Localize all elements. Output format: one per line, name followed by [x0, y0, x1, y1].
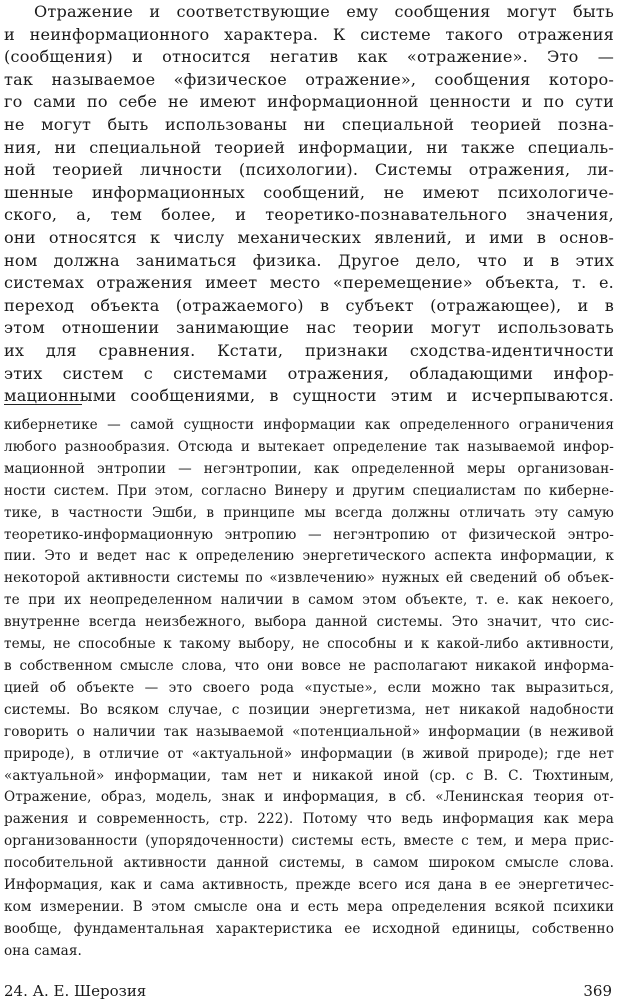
- footnote-line: организованности (упорядоченности) системы есть, вместе с тем, и мера прис-: [4, 833, 614, 850]
- footnote-line: системы. Во всяком случае, с позиции энергетизма, нет никакой надобности: [4, 701, 614, 718]
- footnote-line: кибернетике — самой сущности информации как определенного ограничения: [4, 417, 614, 433]
- footnote-line: те при их неопределенном наличии в самом этом объекте, т. е. как некоего,: [4, 592, 614, 609]
- footnote-separator: [4, 404, 82, 405]
- main-text-line: системах отражения имеет место «перемещение» объекта, т. е.: [4, 273, 614, 293]
- footnote-line: Отражение, образ, модель, знак и информация, в сб. «Ленинская теория от-: [4, 789, 614, 806]
- footnote-line: говорить о наличии так называемой «потенциальной» информации (в неживой: [4, 723, 614, 740]
- main-text-line: мационными сообщениями, в сущности этим и исчерпываются.: [4, 386, 614, 406]
- footnote-line: «актуальной» информации, там нет и никакой иной (ср. с В. С. Тюхтиным,: [4, 767, 614, 784]
- main-text-line: этом отношении занимающие нас теории могут использовать: [4, 318, 614, 338]
- footnote-line: цией об объекте — это своего рода «пустые», если можно так выразиться,: [4, 679, 614, 696]
- main-text-line: ния, ни специальной теорией информации, ни также специаль-: [4, 137, 614, 157]
- footnote-line: тике, в частности Эшби, в принципе мы всегда должны отличать эту самую: [4, 504, 614, 521]
- main-text-line: ского, а, тем более, и теоретико-познавательного значения,: [4, 205, 614, 225]
- main-text-block: [4, 1, 614, 408]
- printer-signature: 24. А. Е. Шерозия: [4, 982, 147, 1000]
- main-text-line: ном должна заниматься физика. Другое дело, что и в этих: [4, 250, 614, 270]
- main-text-line: их для сравнения. Кстати, признаки сходства-идентичности: [4, 340, 614, 360]
- footnote-line: пособительной активности данной системы, в самом широком смысле слова.: [4, 855, 614, 872]
- footnote-line: в собственном смысле слова, что они вовсе не располагают никакой информа-: [4, 657, 614, 674]
- footnote-line: ности систем. При этом, согласно Винеру и другим специалистам по киберне-: [4, 482, 614, 499]
- main-text-line: они относятся к числу механических явлений, и ими в основ-: [4, 227, 614, 247]
- footnote-line: Информация, как и сама активность, прежде всего ися дана в ее энергетичес-: [4, 877, 614, 894]
- footnote-line: любого разнообразия. Отсюда и вытекает определение так называемой инфор-: [4, 438, 614, 455]
- main-text-line: (сообщения) и относится негатив как «отражение». Это —: [4, 47, 614, 67]
- main-text-line: Отражение и соответствующие ему сообщения могут быть: [34, 2, 614, 21]
- main-text-line: го сами по себе не имеют информационной ценности и по сути: [4, 92, 614, 112]
- footnote-line: она самая.: [4, 942, 82, 959]
- main-text-line: переход объекта (отражаемого) в субъект (отражающее), и в: [4, 295, 614, 315]
- main-text-line: так называемое «физическое отражение», сообщения которо-: [4, 69, 614, 89]
- page-footer: [4, 979, 614, 1003]
- main-text-line: не могут быть использованы ни специальной теорией позна-: [4, 114, 614, 134]
- footnote-line: ком измерении. В этом смысле она и есть мера определения всякой психики: [4, 898, 614, 915]
- page-number: 369: [583, 982, 612, 1000]
- main-text-line: и неинформационного характера. К системе такого отражения: [4, 24, 614, 44]
- footnote-line: пии. Это и ведет нас к определению энергетического аспекта информации, к: [4, 548, 614, 565]
- footnote-line: ражения и современность, стр. 222). Потому что ведь информация как мера: [4, 811, 614, 828]
- footnote-line: некоторой активности системы по «извлечению» нужных ей сведений об объек-: [4, 570, 614, 587]
- main-text-line: шенные информационных сообщений, не имеют психологиче-: [4, 182, 614, 202]
- main-text-line: ной теорией личности (психологии). Системы отражения, ли-: [4, 160, 614, 180]
- footnote-line: природе), в отличие от «актуальной» информации (в живой природе); где нет: [4, 745, 614, 762]
- footnote-line: мационной энтропии — негэнтропии, как определенной меры организован-: [4, 460, 614, 477]
- main-text-line: этих систем с системами отражения, обладающими инфор-: [4, 363, 614, 383]
- footnote-block: [4, 415, 614, 963]
- footnote-line: вообще, фундаментальная характеристика ее исходной единицы, собственно: [4, 920, 614, 937]
- footnote-line: теоретико-информационную энтропию — негэнтропию от физической энтро-: [4, 526, 614, 543]
- footnote-line: темы, не способные к такому выбору, не способны и к какой-либо активности,: [4, 636, 614, 653]
- footnote-line: внутренне всегда неизбежного, выбора данной системы. Это значит, что сис-: [4, 614, 614, 631]
